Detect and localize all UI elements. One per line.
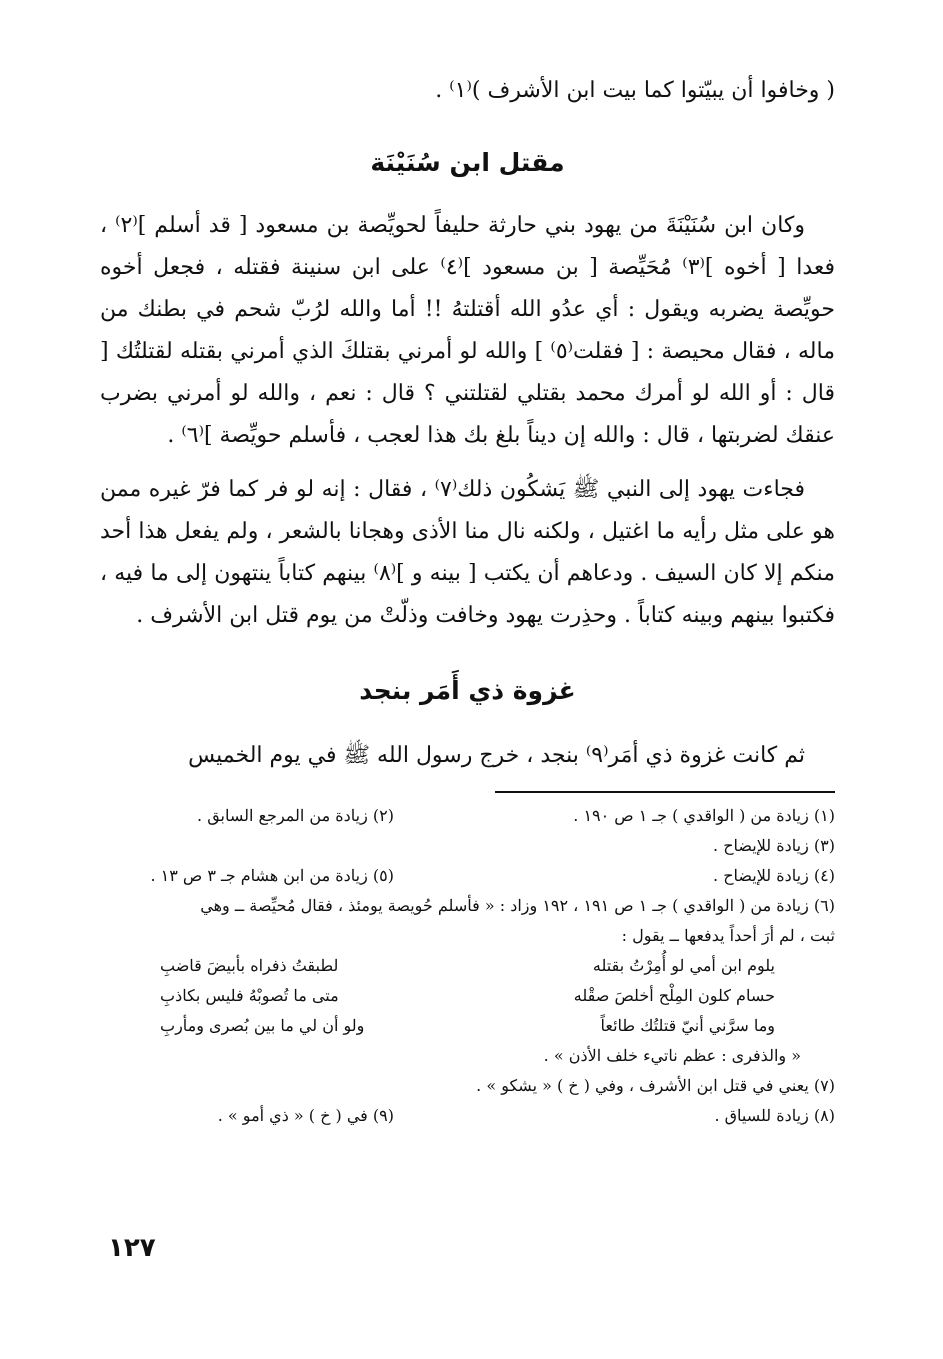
footnote-6-gloss: « والذفرى : عظم ناتيء خلف الأذن » . bbox=[543, 1046, 801, 1065]
footnote-7: (٧) يعني في قتل ابن الأشرف ، وفي ( خ ) « يشكو » . bbox=[476, 1076, 835, 1095]
footnote-6-continued: ثبت ، لم أرَ أحداً يدفعها ــ يقول : bbox=[621, 926, 835, 945]
paragraph-ibn-sunayna: وكان ابن سُنَيْنَةَ من يهود بني حارثة حليفاً لحويِّصة بن مسعود [ قد أسلم ]⁽٢⁾ ، فعدا [ أخوه ]⁽٣⁾ مُحَيِّصة [ بن مسعود ]⁽٤⁾ على ابن سنينة فقتله ، فجعل أخوه حويِّصة يضربه ويقول : أي عدُو الله أقتلتهُ !! أما والله لرُبّ شحم في بطنك من ماله ، فقال محيصة : [ فقلت⁽٥⁾ ] والله لو أمرني بقتلكَ الذي أمرني بقتله لقتلتُك [ قال : أو الله لو أمرك محمد بقتلي لقتلتني ؟ قال : نعم ، والله لو أمرني بضرب عنقك لضربتها ، قال : والله إن ديناً بلغ بك هذا لعجب ، فأسلم حويِّصة ]⁽٦⁾ . bbox=[100, 213, 835, 448]
paragraph-jews-complaint: فجاءت يهود إلى النبي ﷺ يَشكُون ذلك⁽٧⁾ ، فقال : إنه لو فر كما فرّ غيره ممن هو على مثل رأيه ما اغتيل ، ولكنه نال منا الأذى وهجانا بالشعر ، ولم يفعل هذا أحد منكم إلا كان السيف . ودعاهم أن يكتب [ بينه و ]⁽٨⁾ بينهم كتاباً ينتهون إلى ما فيه ، فكتبوا بينهم وبينه كتاباً . وحذِرت يهود وخافت وذلّتْ من يوم قتل ابن الأشرف . bbox=[100, 477, 835, 628]
verse-line bbox=[160, 951, 775, 981]
footnote-divider bbox=[495, 791, 835, 793]
footnote-row bbox=[100, 801, 835, 831]
footnote-row bbox=[100, 861, 835, 891]
footnote-9: (٩) في ( خ ) « ذي أمو » . bbox=[217, 1106, 394, 1125]
verse-line bbox=[160, 1011, 775, 1041]
verse-second-hemistich: لطبقتُ ذفراه بأبيضَ قاضبِ bbox=[160, 956, 339, 975]
verse-first-hemistich: وما سرَّني أنيّ قتلتُك طائعاً bbox=[600, 1016, 775, 1035]
footnote-3: (٣) زيادة للإيضاح . bbox=[713, 836, 835, 855]
page-number: ١٢٧ bbox=[108, 1233, 156, 1263]
section-heading-dhi-amar: غزوة ذي أَمَر بنجد bbox=[359, 676, 576, 705]
footnote-4: (٤) زيادة للإيضاح . bbox=[713, 866, 835, 885]
footnote-5: (٥) زيادة من ابن هشام جـ ٣ ص ١٣ . bbox=[150, 866, 394, 885]
book-page bbox=[100, 70, 835, 1131]
verse-first-hemistich: يلوم ابن أمي لو أُمِرْتُ بقتله bbox=[592, 956, 775, 975]
poem-verses bbox=[100, 951, 835, 1041]
footnote-8: (٨) زيادة للسياق . bbox=[714, 1106, 835, 1125]
paragraph-dhi-amar: ثم كانت غزوة ذي أمَر⁽٩⁾ بنجد ، خرج رسول الله ﷺ في يوم الخميس bbox=[188, 743, 805, 768]
footnote-row bbox=[100, 1101, 835, 1131]
footnote-2: (٢) زيادة من المرجع السابق . bbox=[197, 806, 394, 825]
verse-second-hemistich: ولو أن لي ما بين بُصرى ومأربِ bbox=[160, 1016, 365, 1035]
section-heading-ibn-sunayna: مقتل ابن سُنَيْنَة bbox=[370, 148, 565, 177]
verse-first-hemistich: حسام كلون المِلْح أخلصَ صقْله bbox=[573, 986, 775, 1005]
footnote-1: (١) زيادة من ( الواقدي ) جـ ١ ص ١٩٠ . bbox=[573, 806, 835, 825]
footnotes bbox=[100, 801, 835, 1131]
verse-line bbox=[160, 981, 775, 1011]
opening-line: ( وخافوا أن يبيّتوا كما بيت ابن الأشرف )⁽١⁾ . bbox=[435, 78, 835, 103]
footnote-6: (٦) زيادة من ( الواقدي ) جـ ١ ص ١٩١ ، ١٩٢ وزاد : « فأسلم حُويصة يومئذ ، فقال مُحيِّصة ــ وهي bbox=[200, 896, 835, 915]
verse-second-hemistich: متى ما تُصوبْهُ فليس بكاذبِ bbox=[160, 986, 339, 1005]
